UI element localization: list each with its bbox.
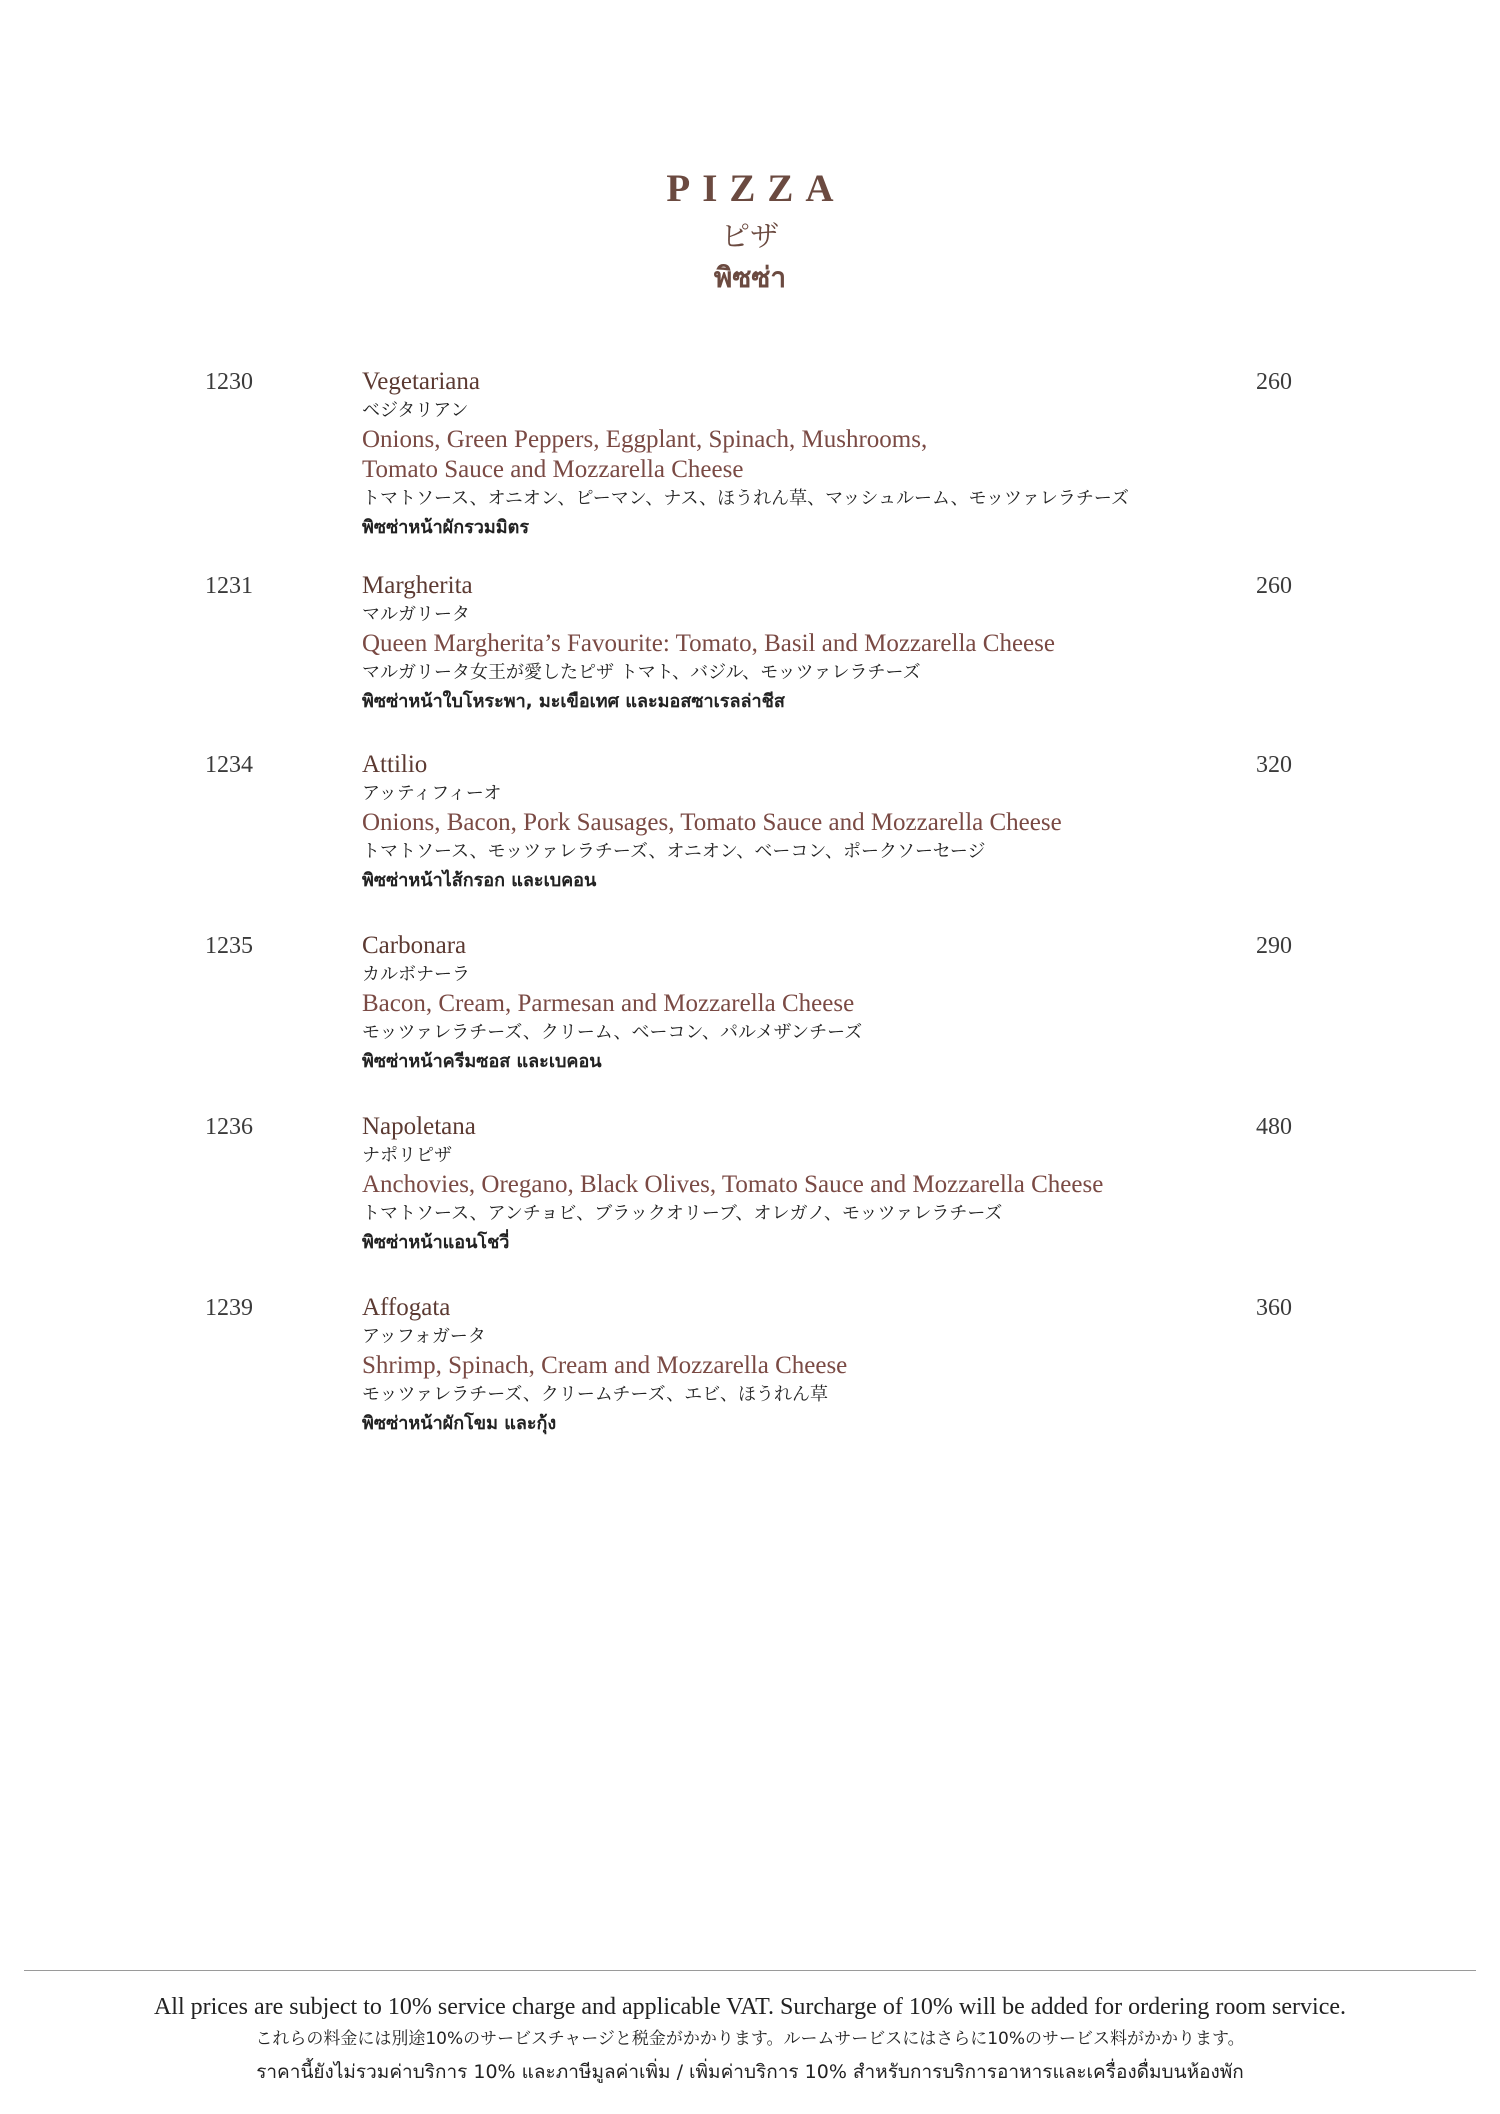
footer-note-english: All prices are subject to 10% service charge and applicable VAT. Surcharge of 10% will be added for ordering room service. [153,1994,1347,2020]
item-code: 1230 [205,369,253,395]
item-price: 480 [1256,1114,1292,1140]
page-title: PIZZA [666,167,846,210]
item-description-thai: พิซซ่าหน้าผักรวมมิตร [362,517,529,538]
item-name: Attilio [362,751,428,778]
item-description: Onions, Green Peppers, Eggplant, Spinach, Mushrooms, [362,426,928,453]
item-description: Bacon, Cream, Parmesan and Mozzarella Cheese [362,990,855,1017]
item-description-japanese: マルガリータ女王が愛したピザ トマト、バジル、モッツァレラチーズ [362,662,921,683]
item-description-thai: พิซซ่าหน้าไส้กรอก และเบคอน [362,870,597,891]
item-description-thai: พิซซ่าหน้าครีมซอส และเบคอน [362,1051,602,1072]
item-price: 360 [1256,1295,1292,1321]
item-description: Queen Margherita’s Favourite: Tomato, Basil and Mozzarella Cheese [362,630,1055,657]
footer [0,1990,1500,2090]
item-description-thai: พิซซ่าหน้าแอนโชวี่ [362,1232,510,1253]
item-name: Carbonara [362,932,467,959]
item-name: Napoletana [362,1113,476,1140]
page-title-japanese: ピザ [720,219,779,253]
item-name-japanese: ナポリピザ [362,1145,452,1166]
item-name-japanese: ベジタリアン [362,400,469,421]
item-description: Shrimp, Spinach, Cream and Mozzarella Cheese [362,1352,848,1379]
footer-note-japanese: これらの料金には別途10%のサービスチャージと税金がかかります。ルームサービスにはさらに10%のサービス料がかかります。 [255,2029,1245,2049]
page-title-thai: พิซซ่า [713,261,787,294]
item-description-japanese: トマトソース、オニオン、ピーマン、ナス、ほうれん草、マッシュルーム、モッツァレラチーズ [362,488,1129,509]
item-code: 1231 [205,573,253,599]
item-name-japanese: マルガリータ [362,604,470,625]
item-code: 1239 [205,1295,253,1321]
item-description-thai: พิซซ่าหน้าใบโหระพา, มะเขือเทศ และมอสซาเรลล่าชีส [362,691,785,712]
item-description-japanese: トマトソース、モッツァレラチーズ、オニオン、ベーコン、ポークソーセージ [362,841,986,862]
item-description-japanese: モッツァレラチーズ、クリーム、ベーコン、パルメザンチーズ [362,1022,863,1043]
page-header [0,168,1500,298]
item-name-japanese: アッティフィーオ [362,783,502,804]
item-price: 320 [1256,752,1292,778]
footer-divider [24,1970,1476,1971]
item-price: 290 [1256,933,1292,959]
item-description-japanese: モッツァレラチーズ、クリームチーズ、エビ、ほうれん草 [362,1384,829,1405]
item-description-japanese: トマトソース、アンチョビ、ブラックオリーブ、オレガノ、モッツァレラチーズ [362,1203,1003,1224]
item-price: 260 [1256,573,1292,599]
item-code: 1236 [205,1114,253,1140]
footer-note-thai: ราคานี้ยังไม่รวมค่าบริการ 10% และภาษีมูลค่าเพิ่ม / เพิ่มค่าบริการ 10% สำหรับการบริการอาหารและเครื่องดื่มบนห้องพัก [256,2061,1244,2083]
item-code: 1234 [205,752,253,778]
item-name: Margherita [362,572,473,599]
item-name-japanese: カルボナーラ [362,964,470,985]
item-description: Tomato Sauce and Mozzarella Cheese [362,456,744,483]
item-name-japanese: アッフォガータ [362,1326,486,1347]
item-name: Affogata [362,1294,451,1321]
item-description: Onions, Bacon, Pork Sausages, Tomato Sauce and Mozzarella Cheese [362,809,1062,836]
item-code: 1235 [205,933,253,959]
item-description-thai: พิซซ่าหน้าผักโขม และกุ้ง [362,1413,557,1434]
item-description: Anchovies, Oregano, Black Olives, Tomato Sauce and Mozzarella Cheese [362,1171,1104,1198]
item-name: Vegetariana [362,368,480,395]
item-price: 260 [1256,369,1292,395]
